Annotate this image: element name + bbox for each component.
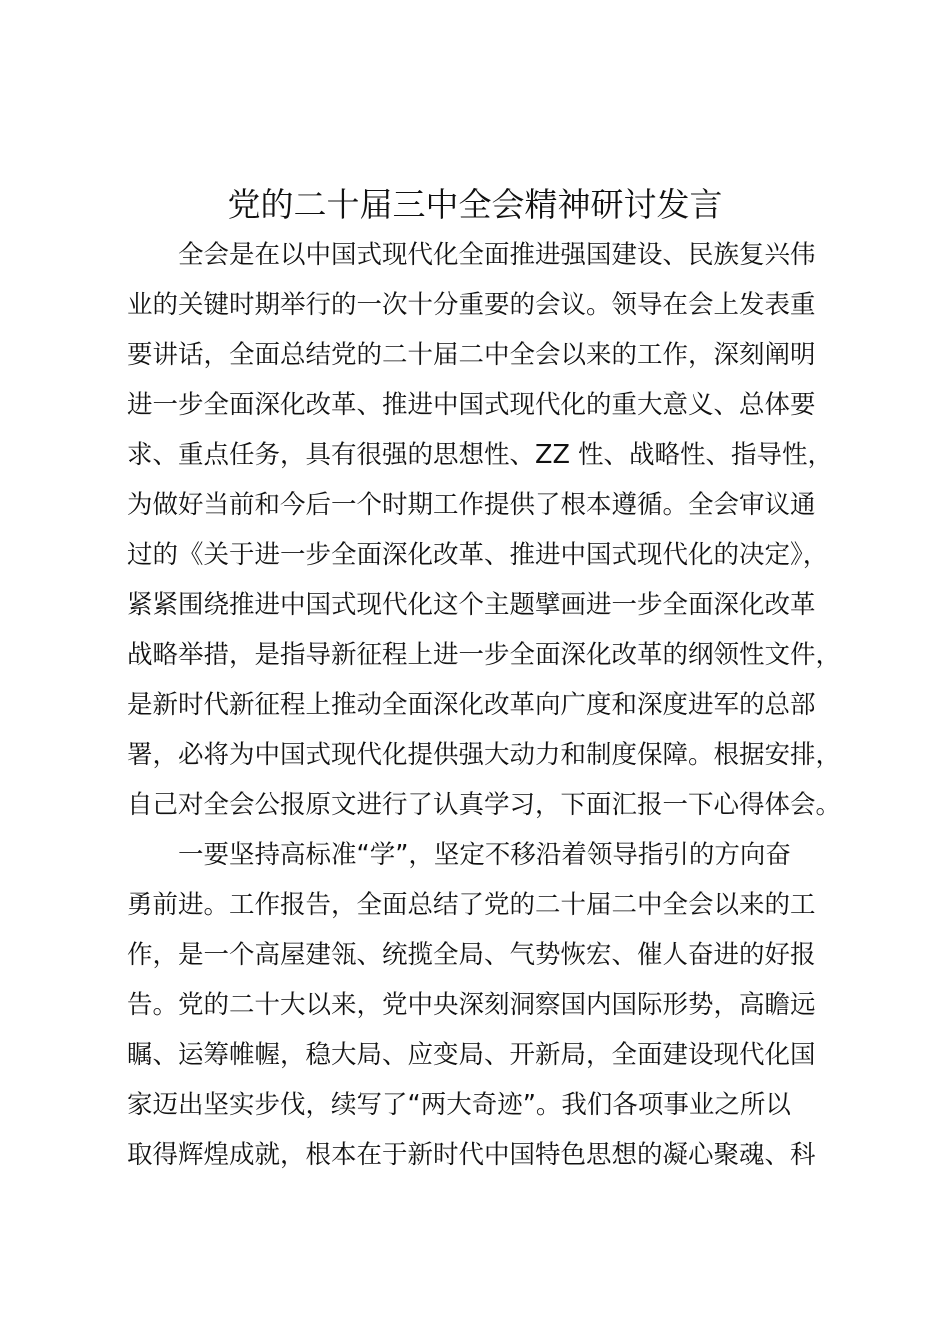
text-line: 业的关键时期举行的一次十分重要的会议。领导在会上发表重 (127, 290, 816, 320)
text-line: 瞩、运筹帷幄，稳大局、应变局、开新局，全面建设现代化国 (127, 1040, 816, 1070)
text-line: 自己对全会公报原文进行了认真学习，下面汇报一下心得体会。 (127, 790, 842, 820)
text-line: 告。党的二十大以来，党中央深刻洞察国内国际形势，高瞻远 (127, 990, 816, 1020)
text-line: 为做好当前和今后一个时期工作提供了根本遵循。全会审议通 (127, 490, 816, 520)
text-line: 战略举措，是指导新征程上进一步全面深化改革的纲领性文件， (127, 640, 842, 670)
text-line: 过的《关于进一步全面深化改革、推进中国式现代化的决定》， (127, 540, 829, 570)
document-title: 党的二十届三中全会精神研讨发言 (227, 185, 723, 224)
text-line: 家迈出坚实步伐，续写了“两大奇迹”。我们各项事业之所以 (127, 1090, 791, 1120)
text-line: 勇前进。工作报告，全面总结了党的二十届二中全会以来的工 (127, 890, 816, 920)
text-line: 一要坚持高标准“学”，坚定不移沿着领导指引的方向奋 (178, 840, 791, 870)
text-line: 求、重点任务，具有很强的思想性、ZZ 性、战略性、指导性， (127, 440, 834, 470)
text-line: 进一步全面深化改革、推进中国式现代化的重大意义、总体要 (127, 390, 816, 420)
text-line: 要讲话，全面总结党的二十届二中全会以来的工作，深刻阐明 (127, 340, 816, 370)
text-line: 署，必将为中国式现代化提供强大动力和制度保障。根据安排， (127, 740, 842, 770)
document-body (127, 230, 867, 1180)
text-line: 是新时代新征程上推动全面深化改革向广度和深度进军的总部 (127, 690, 816, 720)
text-line: 紧紧围绕推进中国式现代化这个主题擘画进一步全面深化改革 (127, 590, 816, 620)
text-line: 取得辉煌成就，根本在于新时代中国特色思想的凝心聚魂、科 (127, 1140, 816, 1170)
text-line: 作，是一个高屋建瓴、统揽全局、气势恢宏、催人奋进的好报 (127, 940, 816, 970)
text-line: 全会是在以中国式现代化全面推进强国建设、民族复兴伟 (178, 240, 816, 270)
